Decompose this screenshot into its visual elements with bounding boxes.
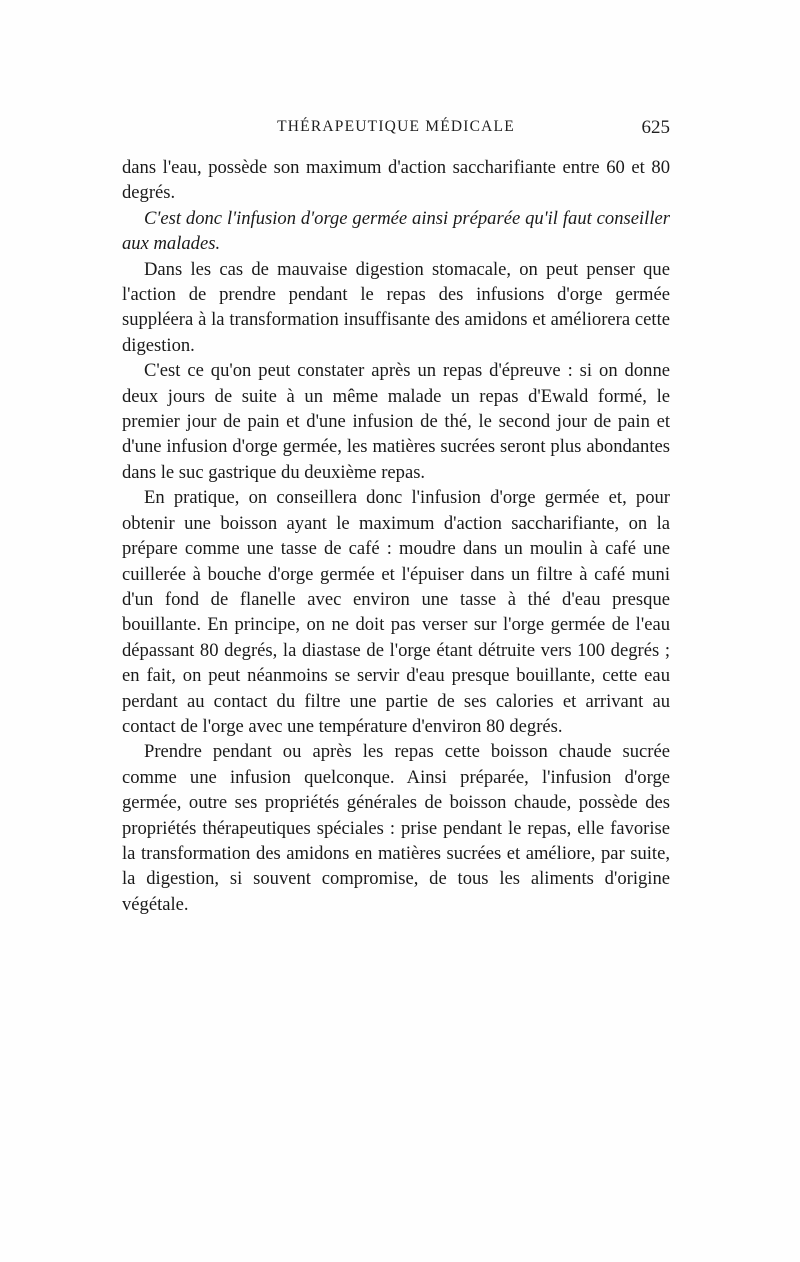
paragraph-ewald-meal: C'est ce qu'on peut constater après un repas d'épreuve : si on donne deux jours de suite à un même malade un repas d'Ewald formé, le premier jour de pain et d'une infusion de thé, le second jour de pain et d'une infusion d'orge germée, les matières sucrées seront plus abondantes dans le suc gastrique du deuxième repas.: [122, 360, 670, 483]
page-number: 625: [641, 117, 670, 138]
paragraph-conclusion: Prendre pendant ou après les repas cette boisson chaude sucrée comme une infusion quelconque. Ainsi préparée, l'infusion d'orge germée, outre ses propriétés générales de boisson chaude, possède des propriétés thérapeutiques spéciales : prise pendant le repas, elle favorise la transformation des amidons en matières sucrées et améliore, par suite, la digestion, si souvent compromise, de tous les aliments d'origine végétale.: [122, 741, 670, 915]
running-title: THÉRAPEUTIQUE MÉDICALE: [277, 118, 515, 135]
paragraph-italic-recommendation: C'est donc l'infusion d'orge germée ainsi préparée qu'il faut conseiller aux malades.: [122, 207, 670, 255]
running-head: [122, 118, 670, 142]
paragraph-bad-digestion: Dans les cas de mauvaise digestion stomacale, on peut penser que l'action de prendre pendant le repas des infusions d'orge germée suppléera à la transformation insuffisante des amidons et améliorera cette digestion.: [122, 258, 670, 356]
paragraph-continued: dans l'eau, possède son maximum d'action saccharifiante entre 60 et 80 degrés.: [122, 157, 670, 204]
paragraph-preparation: En pratique, on conseillera donc l'infusion d'orge germée et, pour obtenir une boisson ayant le maximum d'action saccharifiante, on la prépare comme une tasse de café : moudre dans un moulin à café une cuillerée à bouche d'orge germée et l'épuiser dans un filtre à café muni d'un fond de flanelle avec environ une tasse à thé d'eau presque bouillante. En principe, on ne doit pas verser sur l'orge germée de l'eau dépassant 80 degrés, la diastase de l'orge étant détruite vers 100 degrés ; en fait, on peut néanmoins se servir d'eau presque bouillante, cette eau perdant au contact du filtre une partie de ses calories et arrivant au contact de l'orge avec une température d'environ 80 degrés.: [122, 487, 670, 737]
body-text: [122, 155, 670, 917]
